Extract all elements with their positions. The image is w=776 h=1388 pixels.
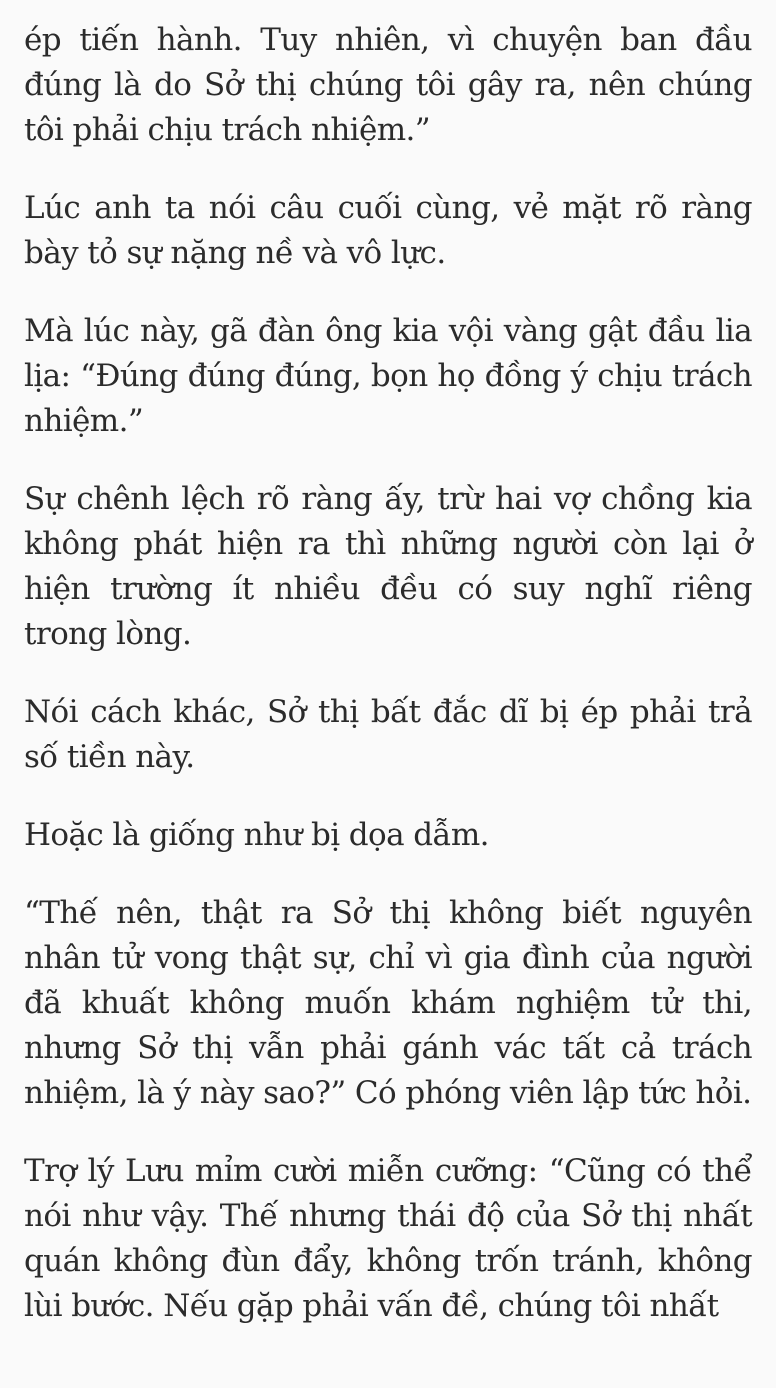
paragraph-6: Hoặc là giống như bị dọa dẫm. [24,817,489,853]
paragraph-8: Trợ lý Lưu mỉm cười miễn cưỡng: “Cũng có thể nói như vậy. Thế nhưng thái độ của Sở thị nhất quán không đùn đẩy, không trốn tránh, không lùi bước. Nếu gặp phải vấn đề, chúng tôi nhất [24,1153,752,1324]
paragraph-5: Nói cách khác, Sở thị bất đắc dĩ bị ép phải trả số tiền này. [24,694,752,775]
paragraph-4: Sự chênh lệch rõ ràng ấy, trừ hai vợ chồng kia không phát hiện ra thì những người còn lại ở hiện trường ít nhiều đều có suy nghĩ riêng trong lòng. [24,481,752,652]
paragraph-1: ép tiến hành. Tuy nhiên, vì chuyện ban đầu đúng là do Sở thị chúng tôi gây ra, nên chúng tôi phải chịu trách nhiệm.” [24,22,752,148]
paragraph-7: “Thế nên, thật ra Sở thị không biết nguyên nhân tử vong thật sự, chỉ vì gia đình của người đã khuất không muốn khám nghiệm tử thi, nhưng Sở thị vẫn phải gánh vác tất cả trách nhiệm, là ý này sao?” Có phóng viên lập tức hỏi. [24,895,752,1111]
paragraph-2: Lúc anh ta nói câu cuối cùng, vẻ mặt rõ ràng bày tỏ sự nặng nề và vô lực. [24,190,752,271]
paragraph-3: Mà lúc này, gã đàn ông kia vội vàng gật đầu lia lịa: “Đúng đúng đúng, bọn họ đồng ý chịu trách nhiệm.” [24,313,752,439]
